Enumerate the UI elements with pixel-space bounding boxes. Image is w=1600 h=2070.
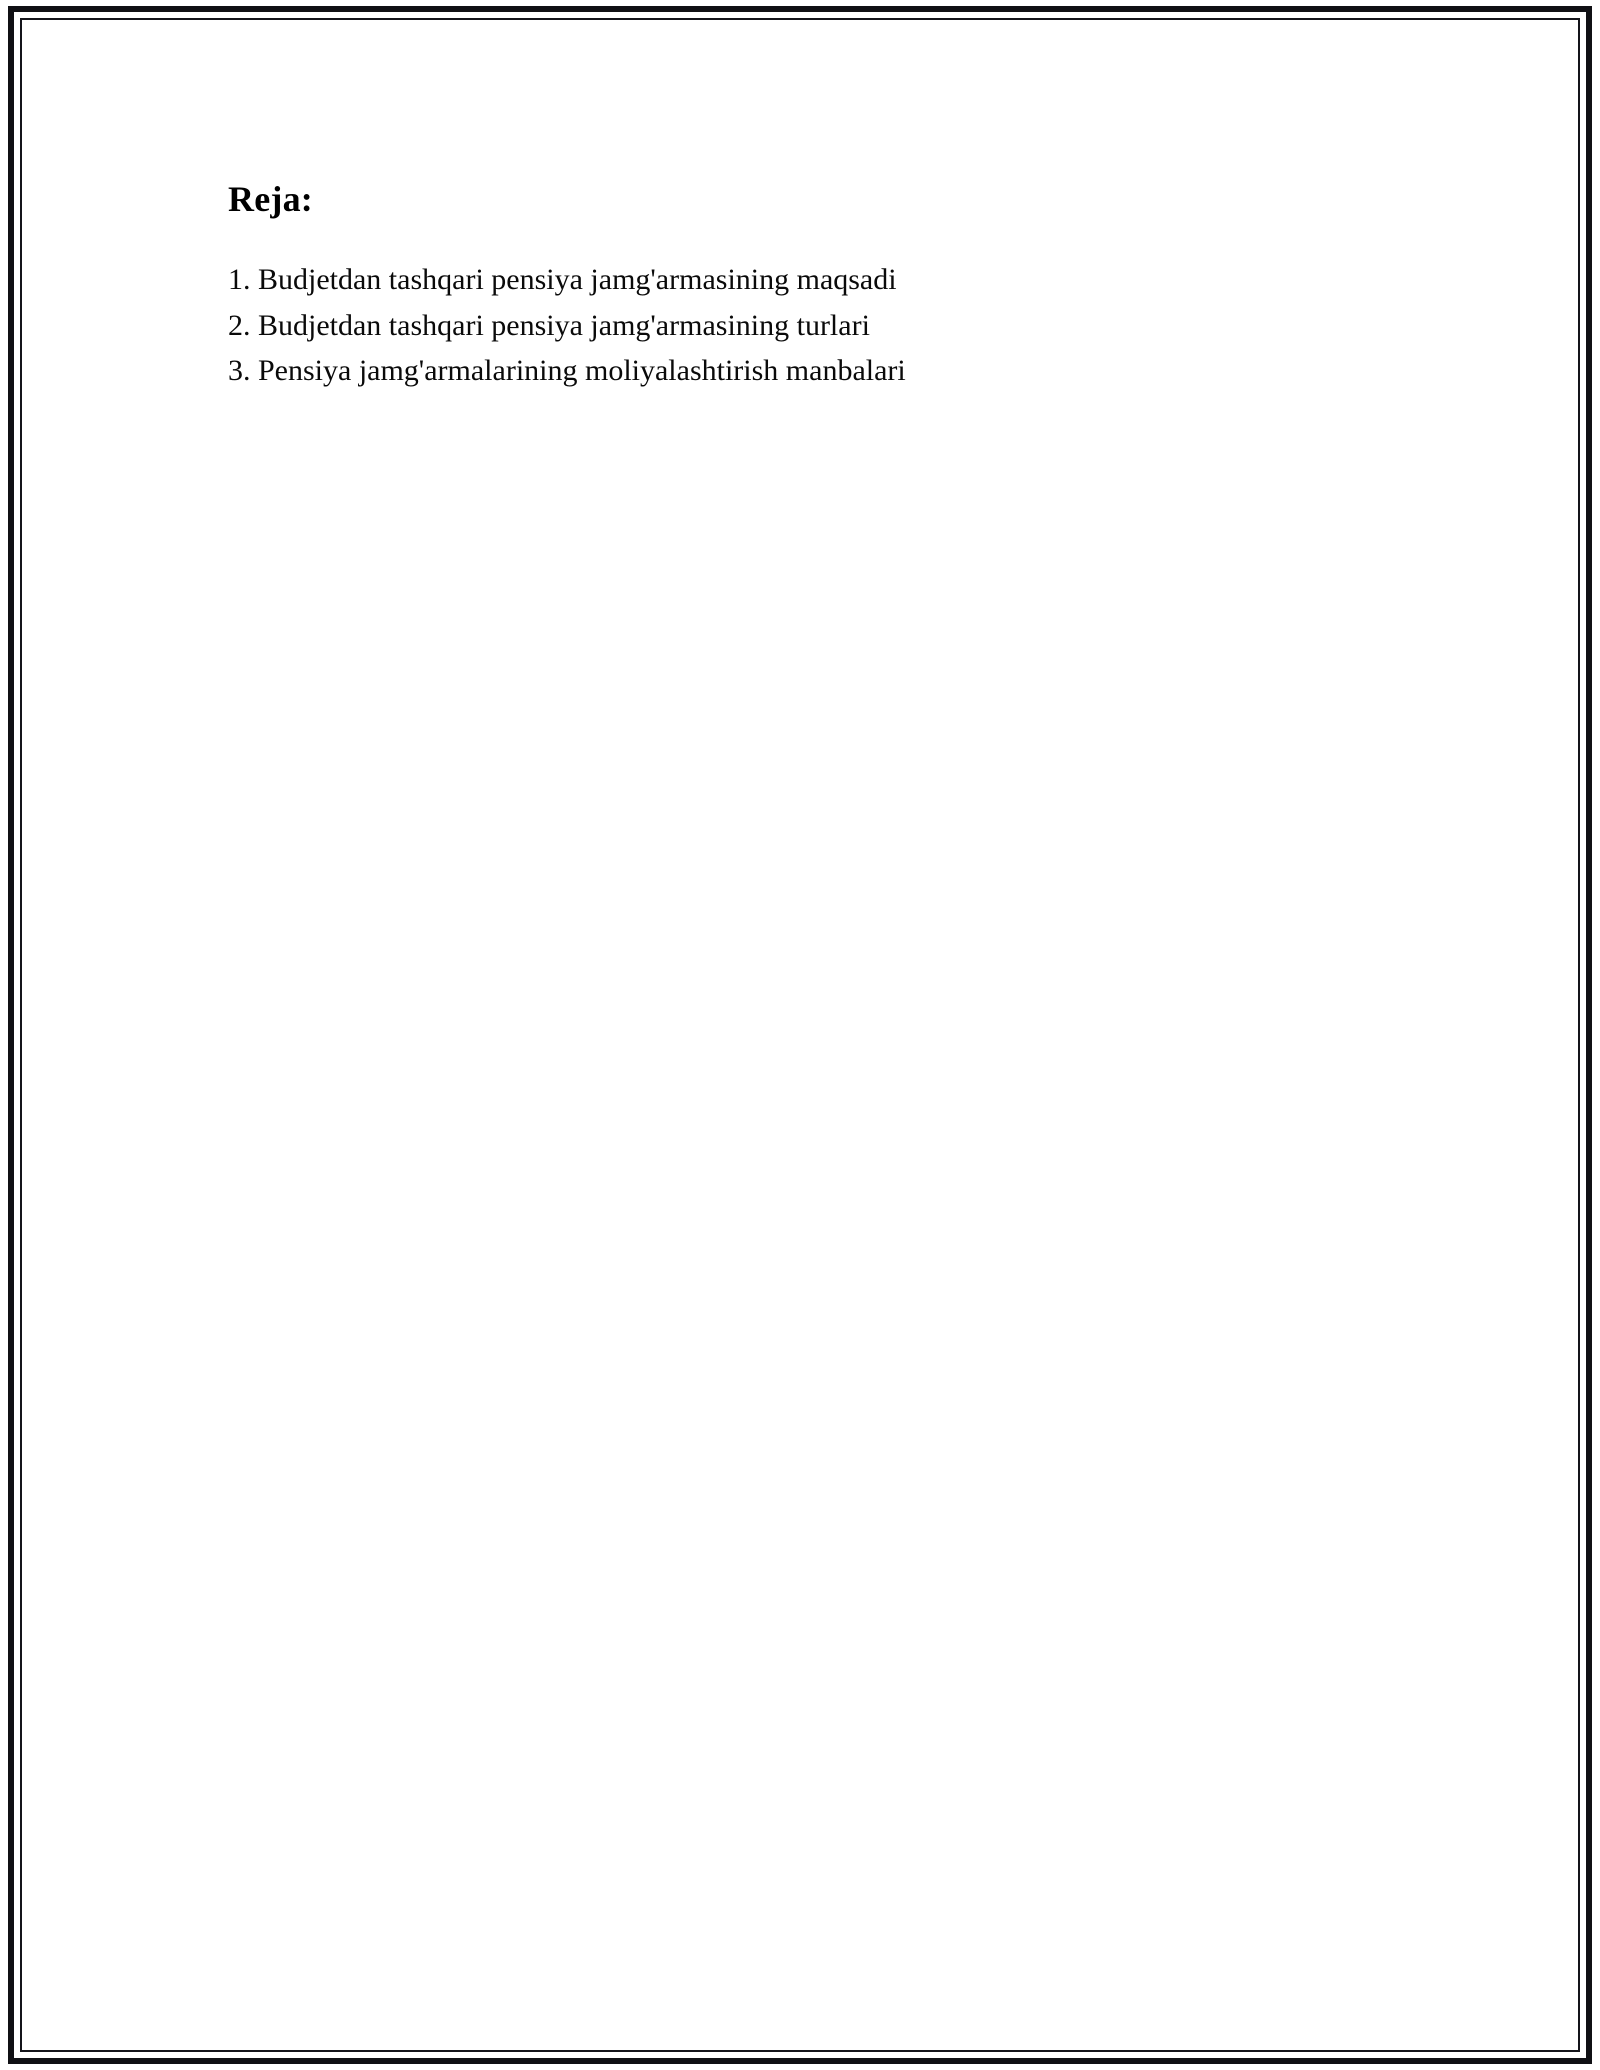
list-item: 2. Budjetdan tashqari pensiya jamg'armasining turlari <box>228 308 870 342</box>
list-item: 3. Pensiya jamg'armalarining moliyalashtirish manbalari <box>228 354 906 388</box>
plan-list <box>228 257 1348 394</box>
list-item: 1. Budjetdan tashqari pensiya jamg'armasining maqsadi <box>228 263 897 297</box>
document-content <box>228 178 1348 394</box>
page-title: Reja: <box>228 179 313 219</box>
